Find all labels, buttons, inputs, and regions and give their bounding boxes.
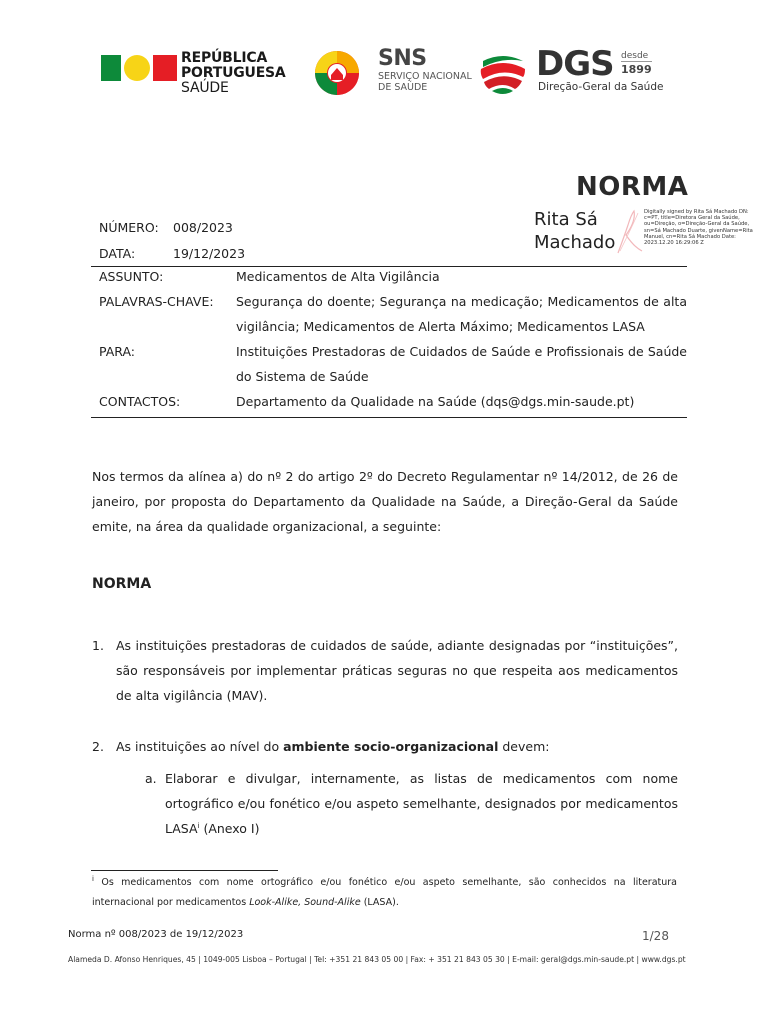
assunto-label: ASSUNTO: (99, 269, 164, 284)
intro-paragraph: Nos termos da alínea a) do nº 2 do artigo 2º do Decreto Regulamentar nº 14/2012, de 26 de janeiro, por proposta do Departamento da Qualidade na Saúde, a Direção-Geral da Saúde emite, na área da qualidade organizacional, a seguinte: (92, 469, 678, 534)
dgs-year: 1899 (621, 63, 652, 76)
numero-label: NÚMERO: (99, 220, 159, 235)
digital-signature-details: Digitally signed by Rita Sá Machado DN: c=PT, title=Diretora Geral da Saúde, ou=Direção, o=Direção-Geral da Saúde, sn=Sá Machado Duarte, givenName=Rita Manuel, cn=Rita Sá Machado Date: 2023.12.20 16:29:06 Z (644, 209, 753, 247)
dgs-emblem-icon (479, 49, 527, 97)
footnote-marker: i (92, 874, 94, 883)
item-2-text-bold: ambiente socio-organizacional (283, 739, 499, 754)
item-1-text: As instituições prestadoras de cuidados de saúde, adiante designadas por “instituições”, são responsáveis por implementar práticas seguras no que respeita aos medicamentos de alta vigilância (MAV). (116, 638, 678, 703)
item-2a-text (165, 766, 678, 841)
item-2-text (116, 734, 678, 759)
footnote-text-italic: Look-Alike, Sound-Alike (249, 897, 361, 908)
contactos-value: Departamento da Qualidade na Saúde (dqs@dgs.min-saude.pt) (236, 394, 635, 409)
footer-document-ref: Norma nº 008/2023 de 19/12/2023 (68, 929, 244, 940)
signature-name-line1: Rita Sá (534, 209, 598, 230)
para-label: PARA: (99, 344, 136, 359)
item-1-number: 1. (92, 638, 104, 653)
dgs-title: DGS (536, 44, 614, 84)
footnote-text-after: (LASA). (360, 897, 399, 908)
signature-name-line2: Machado (534, 232, 616, 253)
palavras-chave-value: Segurança do doente; Segurança na medicação; Medicamentos de alta vigilância; Medicamentos de Alerta Máximo; Medicamentos LASA (236, 294, 687, 334)
section-heading: NORMA (92, 576, 152, 592)
dgs-subtitle: Direção-Geral da Saúde (538, 81, 664, 93)
sns-subtitle-line1: SERVIÇO NACIONAL (378, 71, 472, 82)
signature-name (534, 208, 615, 254)
sns-title: SNS (378, 46, 427, 71)
footnote-rule (91, 870, 278, 871)
footnote-text-before: Os medicamentos com nome ortográfico e/ou fonético e/ou aspeto semelhante, são conhecidos na literatura internacional por medicamentos (92, 877, 677, 908)
sns-emblem-icon (313, 49, 361, 97)
document-title: NORMA (576, 172, 689, 202)
page-number: 1/28 (642, 929, 669, 943)
footnote (92, 873, 677, 913)
sns-subtitle (378, 71, 472, 93)
dgs-desde: desde (621, 51, 649, 61)
republica-logo-text (181, 51, 286, 96)
contactos-label: CONTACTOS: (99, 394, 181, 409)
palavras-chave-label: PALAVRAS-CHAVE: (99, 294, 214, 309)
assunto-value: Medicamentos de Alta Vigilância (236, 269, 440, 284)
item-2a-text-tail: (Anexo I) (199, 821, 260, 836)
table-bottom-rule (91, 417, 687, 418)
item-2-text-after: devem: (498, 739, 550, 754)
item-2a-text-body: Elaborar e divulgar, internamente, as listas de medicamentos com nome ortográfico e/ou fonético e/ou aspeto semelhante, designados por medicamentos LASA (165, 771, 678, 836)
republica-line1: REPÚBLICA (181, 50, 268, 66)
item-2a-letter: a. (145, 771, 157, 786)
footer-address: Alameda D. Afonso Henriques, 45 | 1049-005 Lisboa – Portugal | Tel: +351 21 843 05 00 | Fax: + 351 21 843 05 30 | E-mail: geral@dgs.min-saude.pt | www.dgs.pt (68, 955, 686, 964)
para-value: Instituições Prestadoras de Cuidados de Saúde e Profissionais de Saúde do Sistema de Saúde (236, 344, 687, 384)
republica-line3: SAÚDE (181, 80, 229, 96)
data-label: DATA: (99, 246, 136, 261)
item-2-text-before: As instituições ao nível do (116, 739, 284, 754)
item-2a-footnote-ref[interactable]: i (197, 821, 200, 830)
sns-subtitle-line2: DE SAÚDE (378, 82, 428, 93)
signature-mark-icon (614, 207, 644, 255)
republica-flag-icon (101, 55, 177, 81)
data-value: 19/12/2023 (173, 246, 246, 261)
numero-value: 008/2023 (173, 220, 233, 235)
item-2-number: 2. (92, 739, 104, 754)
republica-line2: PORTUGUESA (181, 65, 286, 81)
